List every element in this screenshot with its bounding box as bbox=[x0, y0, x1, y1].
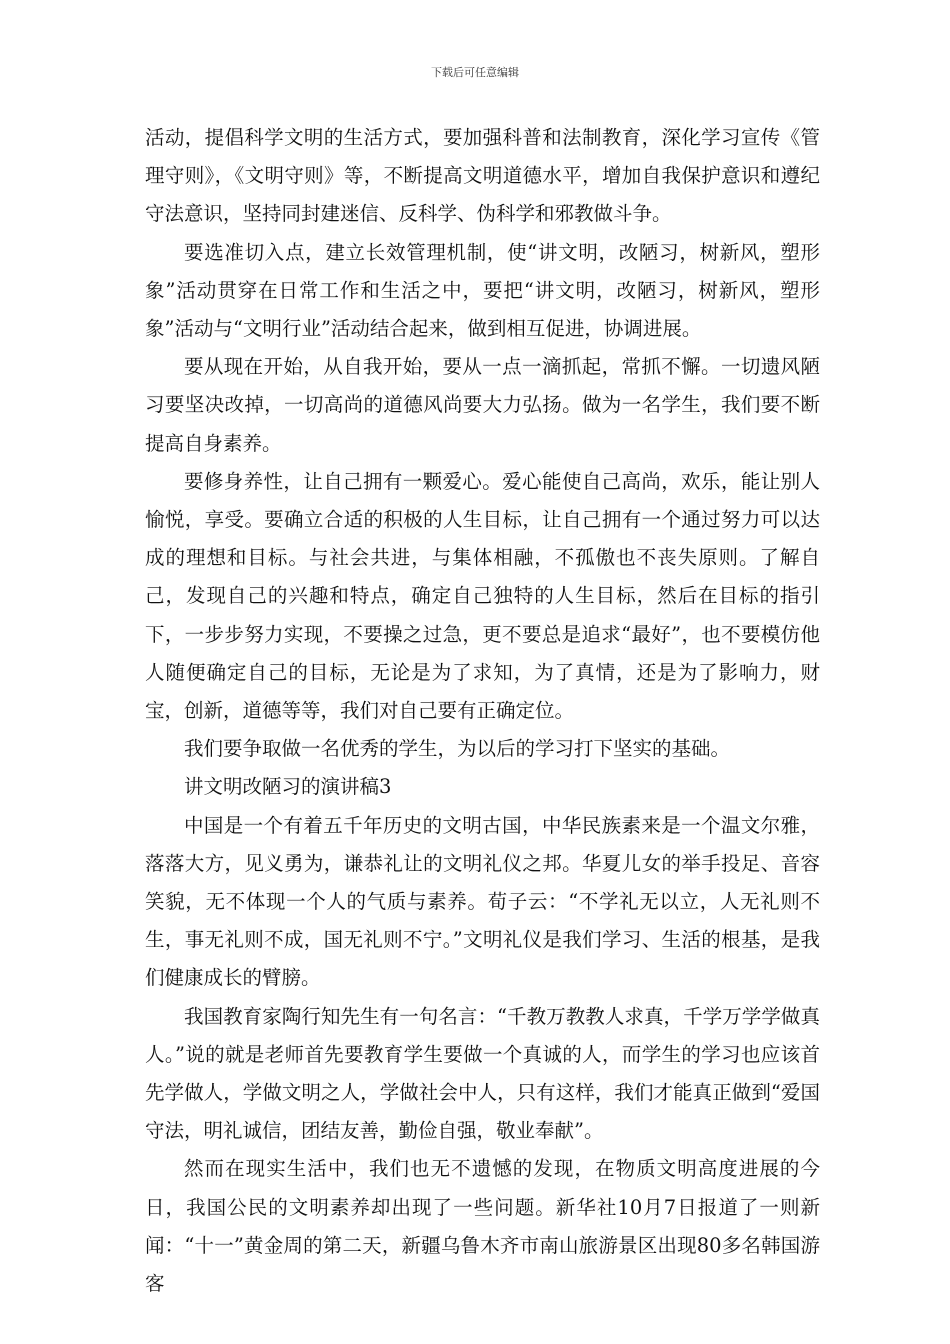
paragraph-3: 要从现在开始，从自我开始，要从一点一滴抓起，常抓不懈。一切遗风陋习要坚决改掉，一切高尚的道德风尚要大力弘扬。做为一名学生，我们要不断提高自身素养。 bbox=[145, 355, 820, 455]
paragraph-5: 我们要争取做一名优秀的学生，为以后的学习打下坚实的基础。 bbox=[184, 737, 731, 761]
section-heading: 讲文明改陋习的演讲稿3 bbox=[184, 775, 392, 799]
paragraph-8: 然而在现实生活中，我们也无不遗憾的发现，在物质文明高度进展的今日，我国公民的文明素养却出现了一些问题。新华社10月7日报道了一则新闻：“十一”黄金周的第二天，新疆乌鲁木齐市南山旅游景区出现80多名韩国游客 bbox=[145, 1157, 820, 1296]
paragraph-6: 中国是一个有着五千年历史的文明古国，中华民族素来是一个温文尔雅，落落大方，见义勇为，谦恭礼让的文明礼仪之邦。华夏儿女的举手投足、音容笑貌，无不体现一个人的气质与素养。荀子云：“不学礼无以立，人无礼则不生，事无礼则不成，国无礼则不宁。”文明礼仪是我们学习、生活的根基，是我们健康成长的臂膀。 bbox=[145, 813, 820, 990]
paragraph-7: 我国教育家陶行知先生有一句名言：“千教万教教人求真，千学万学学做真人。”说的就是老师首先要教育学生要做一个真诚的人，而学生的学习也应该首先学做人，学做文明之人，学做社会中人，只有这样，我们才能真正做到“爱国守法，明礼诚信，团结友善，勤俭自强，敬业奉献”。 bbox=[145, 1004, 820, 1143]
paragraph-1: 活动，提倡科学文明的生活方式，要加强科普和法制教育，深化学习宣传《管理守则》，《文明守则》等，不断提高文明道德水平，增加自我保护意识和遵纪守法意识，坚持同封建迷信、反科学、伪科学和邪教做斗争。 bbox=[145, 126, 820, 226]
document-body bbox=[145, 119, 820, 1303]
paragraph-2: 要选准切入点，建立长效管理机制，使“讲文明，改陋习，树新风，塑形象”活动贯穿在日常工作和生活之中，要把“讲文明，改陋习，树新风，塑形象”活动与“文明行业”活动结合起来，做到相互促进，协调进展。 bbox=[145, 240, 820, 341]
page-header: 下载后可任意编辑 bbox=[431, 66, 519, 79]
paragraph-4: 要修身养性，让自己拥有一颗爱心。爱心能使自己高尚，欢乐，能让别人愉悦，享受。要确立合适的积极的人生目标，让自己拥有一个通过努力可以达成的理想和目标。与社会共进，与集体相融，不孤傲也不丧失原则。了解自己，发现自己的兴趣和特点，确定自己独特的人生目标，然后在目标的指引下，一步步努力实现，不要操之过急，更不要总是追求“最好”，也不要模仿他人随便确定自己的目标，无论是为了求知，为了真情，还是为了影响力，财宝，创新，道德等等，我们对自己要有正确定位。 bbox=[145, 469, 820, 723]
